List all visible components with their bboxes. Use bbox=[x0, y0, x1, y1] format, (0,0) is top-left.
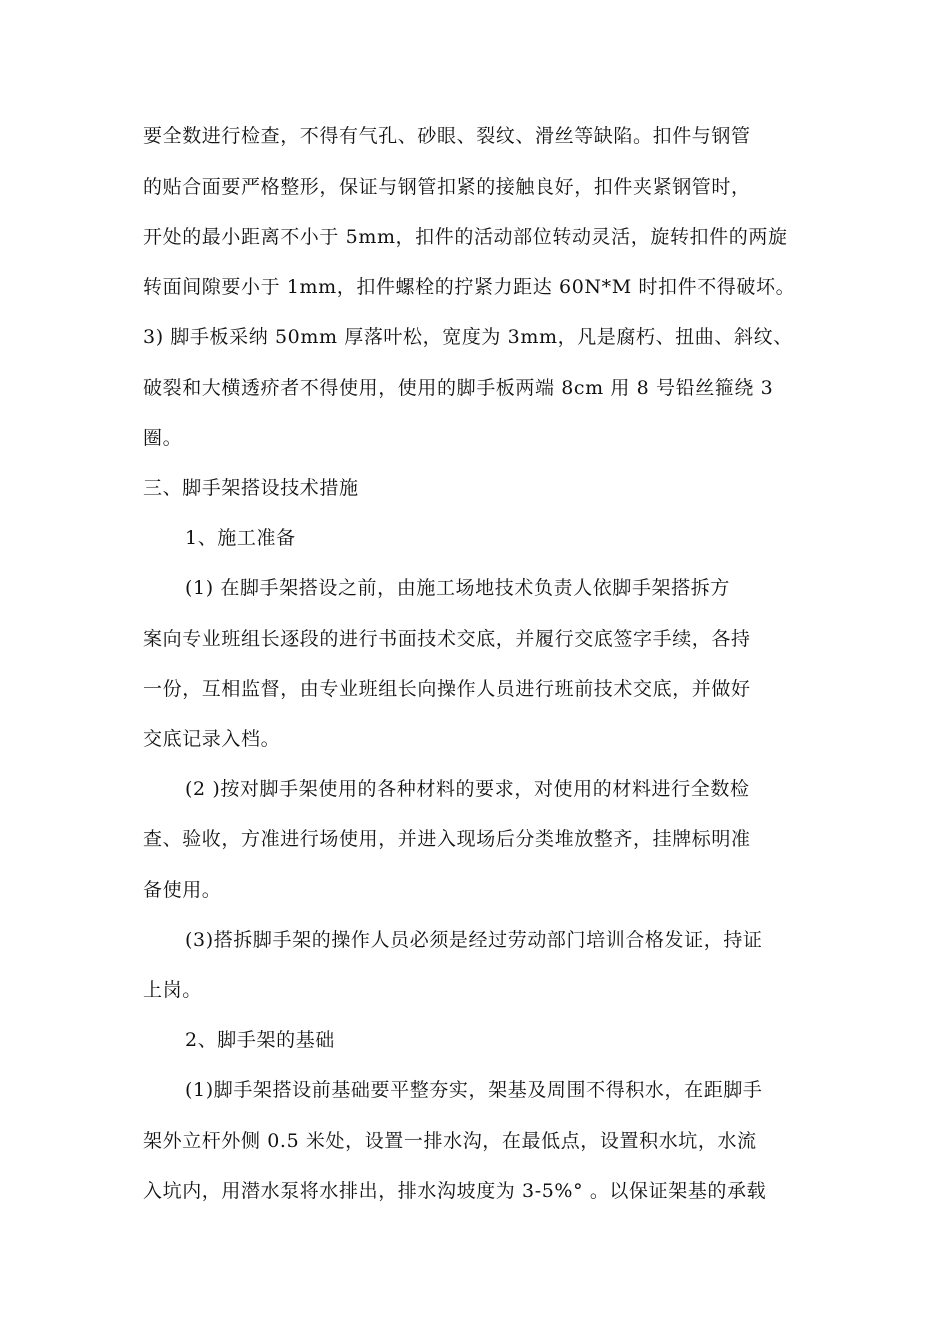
list-item-3: 3) 脚手板采纳 50mm 厚落叶松，宽度为 3mm，凡是腐朽、扭曲、斜纹、 bbox=[143, 326, 793, 348]
subsection-heading: 1、施工准备 bbox=[185, 527, 296, 549]
body-text-line: 破裂和大横透疥者不得使用，使用的脚手板两端 8cm 用 8 号铅丝箍绕 3 bbox=[143, 377, 774, 399]
subsection-heading: 2、脚手架的基础 bbox=[185, 1029, 335, 1051]
body-text-line: 的贴合面要严格整形，保证与钢管扣紧的接触良好，扣件夹紧钢管时， bbox=[143, 176, 751, 198]
paragraph-start: (1) 在脚手架搭设之前，由施工场地技术负责人依脚手架搭拆方 bbox=[185, 577, 730, 599]
paragraph-start: (2 )按对脚手架使用的各种材料的要求，对使用的材料进行全数检 bbox=[185, 778, 750, 800]
body-text-line: 圈。 bbox=[143, 427, 183, 449]
body-text-line: 架外立杆外侧 0.5 米处，设置一排水沟，在最低点，设置积水坑，水流 bbox=[143, 1130, 757, 1152]
paragraph-start: (3)搭拆脚手架的操作人员必须是经过劳动部门培训合格发证，持证 bbox=[185, 929, 763, 951]
body-text-line: 开处的最小距离不小于 5mm，扣件的活动部位转动灵活，旋转扣件的两旋 bbox=[143, 226, 788, 248]
body-text-line: 交底记录入档。 bbox=[143, 728, 281, 750]
body-text-line: 上岗。 bbox=[143, 979, 202, 1001]
body-text-line: 案向专业班组长逐段的进行书面技术交底，并履行交底签字手续，各持 bbox=[143, 628, 751, 650]
body-text-line: 备使用。 bbox=[143, 879, 222, 901]
section-heading: 三、脚手架搭设技术措施 bbox=[143, 477, 359, 499]
body-text-line: 转面间隙要小于 1mm，扣件螺栓的拧紧力距达 60N*M 时扣件不得破坏。 bbox=[143, 276, 796, 298]
body-text-line: 要全数进行检查，不得有气孔、砂眼、裂纹、滑丝等缺陷。扣件与钢管 bbox=[143, 125, 751, 147]
paragraph-start: (1)脚手架搭设前基础要平整夯实，架基及周围不得积水，在距脚手 bbox=[185, 1079, 763, 1101]
body-text-line: 入坑内，用潜水泵将水排出，排水沟坡度为 3-5%° 。以保证架基的承载 bbox=[143, 1180, 767, 1202]
body-text-line: 查、验收，方准进行场使用，并进入现场后分类堆放整齐，挂牌标明准 bbox=[143, 828, 751, 850]
body-text-line: 一份，互相监督，由专业班组长向操作人员进行班前技术交底，并做好 bbox=[143, 678, 751, 700]
